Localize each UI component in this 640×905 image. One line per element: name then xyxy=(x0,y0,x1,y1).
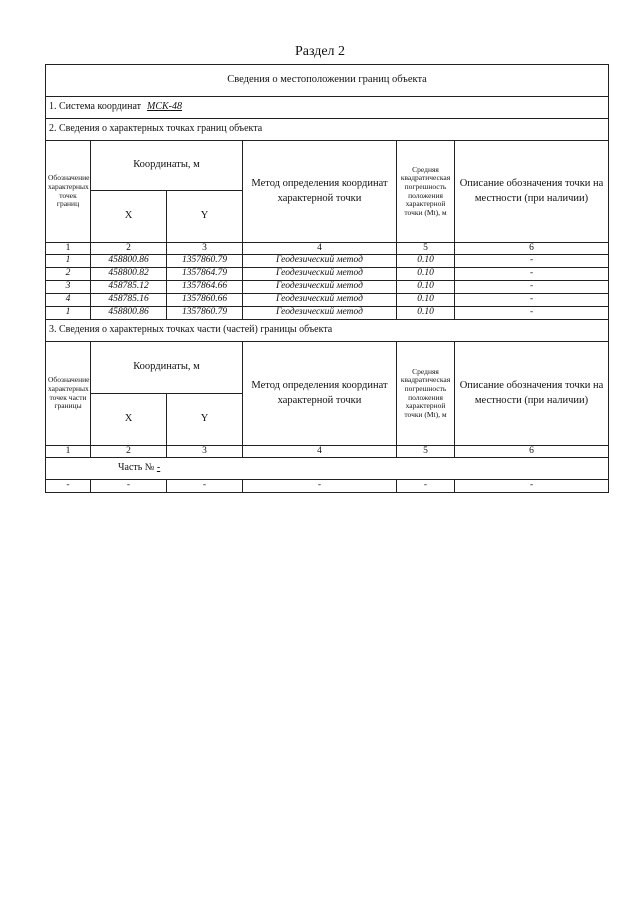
coord-y: 1357860.79 xyxy=(167,307,243,320)
column-numbers-row xyxy=(46,243,609,255)
header-x: X xyxy=(91,394,167,446)
header-point: Обозначение характерных точек части границы xyxy=(46,342,91,446)
table-title-row xyxy=(46,65,609,97)
description: - xyxy=(455,268,609,281)
header-x: X xyxy=(91,191,167,243)
point-id: 1 xyxy=(46,307,91,320)
error: 0.10 xyxy=(397,307,455,320)
method: Геодезический метод xyxy=(243,294,397,307)
part-number xyxy=(46,458,609,480)
method: Геодезический метод xyxy=(243,268,397,281)
empty-cell: - xyxy=(243,480,397,493)
boundary-table xyxy=(45,64,609,493)
error: 0.10 xyxy=(397,294,455,307)
coord-x: 458785.12 xyxy=(91,281,167,294)
table-row xyxy=(46,255,609,268)
section-2-label: 2. Сведения о характерных точках границ объекта xyxy=(46,119,609,141)
point-id: 4 xyxy=(46,294,91,307)
header-coords: Координаты, м xyxy=(91,342,243,394)
column-number: 4 xyxy=(243,446,397,458)
error: 0.10 xyxy=(397,281,455,294)
coord-x: 458800.86 xyxy=(91,307,167,320)
coord-y: 1357864.66 xyxy=(167,281,243,294)
table-row xyxy=(46,480,609,493)
table-title: Сведения о местоположении границ объекта xyxy=(46,65,609,97)
header-y: Y xyxy=(167,191,243,243)
column-number: 5 xyxy=(397,446,455,458)
column-number: 5 xyxy=(397,243,455,255)
header-row xyxy=(46,342,609,394)
description: - xyxy=(455,255,609,268)
part-row xyxy=(46,458,609,480)
header-point: Обозначение характерных точек границ xyxy=(46,141,91,243)
column-number: 2 xyxy=(91,446,167,458)
section-1-row xyxy=(46,97,609,119)
header-error: Средняя квадратическая погрешность положения характерной точки (Mt), м xyxy=(397,141,455,243)
coordinate-system-label: 1. Система координат xyxy=(49,101,142,113)
empty-cell: - xyxy=(91,480,167,493)
section-3-row xyxy=(46,320,609,342)
point-id: 3 xyxy=(46,281,91,294)
table-row xyxy=(46,281,609,294)
error: 0.10 xyxy=(397,268,455,281)
coord-x: 458800.82 xyxy=(91,268,167,281)
header-error: Средняя квадратическая погрешность положения характерной точки (Mt), м xyxy=(397,342,455,446)
header-method: Метод определения координат характерной точки xyxy=(243,141,397,243)
empty-cell: - xyxy=(397,480,455,493)
coord-y: 1357860.66 xyxy=(167,294,243,307)
page-title: Раздел 2 xyxy=(294,44,346,59)
column-number: 1 xyxy=(46,243,91,255)
error: 0.10 xyxy=(397,255,455,268)
column-numbers-row xyxy=(46,446,609,458)
column-number: 6 xyxy=(455,446,609,458)
coord-y: 1357864.79 xyxy=(167,268,243,281)
column-number: 3 xyxy=(167,243,243,255)
part-label: Часть № xyxy=(118,462,155,474)
table-row xyxy=(46,268,609,281)
point-id: 1 xyxy=(46,255,91,268)
column-number: 3 xyxy=(167,446,243,458)
description: - xyxy=(455,307,609,320)
method: Геодезический метод xyxy=(243,307,397,320)
column-number: 6 xyxy=(455,243,609,255)
coordinate-system xyxy=(46,97,609,119)
point-id: 2 xyxy=(46,268,91,281)
column-number: 1 xyxy=(46,446,91,458)
coord-x: 458800.86 xyxy=(91,255,167,268)
coord-y: 1357860.79 xyxy=(167,255,243,268)
empty-cell: - xyxy=(167,480,243,493)
empty-cell: - xyxy=(46,480,91,493)
part-value: - xyxy=(156,462,161,474)
header-desc: Описание обозначения точки на местности (при наличии) xyxy=(455,141,609,243)
coord-x: 458785.16 xyxy=(91,294,167,307)
method: Геодезический метод xyxy=(243,281,397,294)
table-row xyxy=(46,307,609,320)
table-row xyxy=(46,294,609,307)
description: - xyxy=(455,281,609,294)
column-number: 2 xyxy=(91,243,167,255)
header-y: Y xyxy=(167,394,243,446)
section-2-row xyxy=(46,119,609,141)
header-coords: Координаты, м xyxy=(91,141,243,191)
method: Геодезический метод xyxy=(243,255,397,268)
empty-cell: - xyxy=(455,480,609,493)
column-number: 4 xyxy=(243,243,397,255)
description: - xyxy=(455,294,609,307)
header-row xyxy=(46,141,609,191)
section-3-label: 3. Сведения о характерных точках части (частей) границы объекта xyxy=(46,320,609,342)
header-desc: Описание обозначения точки на местности (при наличии) xyxy=(455,342,609,446)
header-method: Метод определения координат характерной точки xyxy=(243,342,397,446)
coordinate-system-value: МСК-48 xyxy=(147,101,183,113)
